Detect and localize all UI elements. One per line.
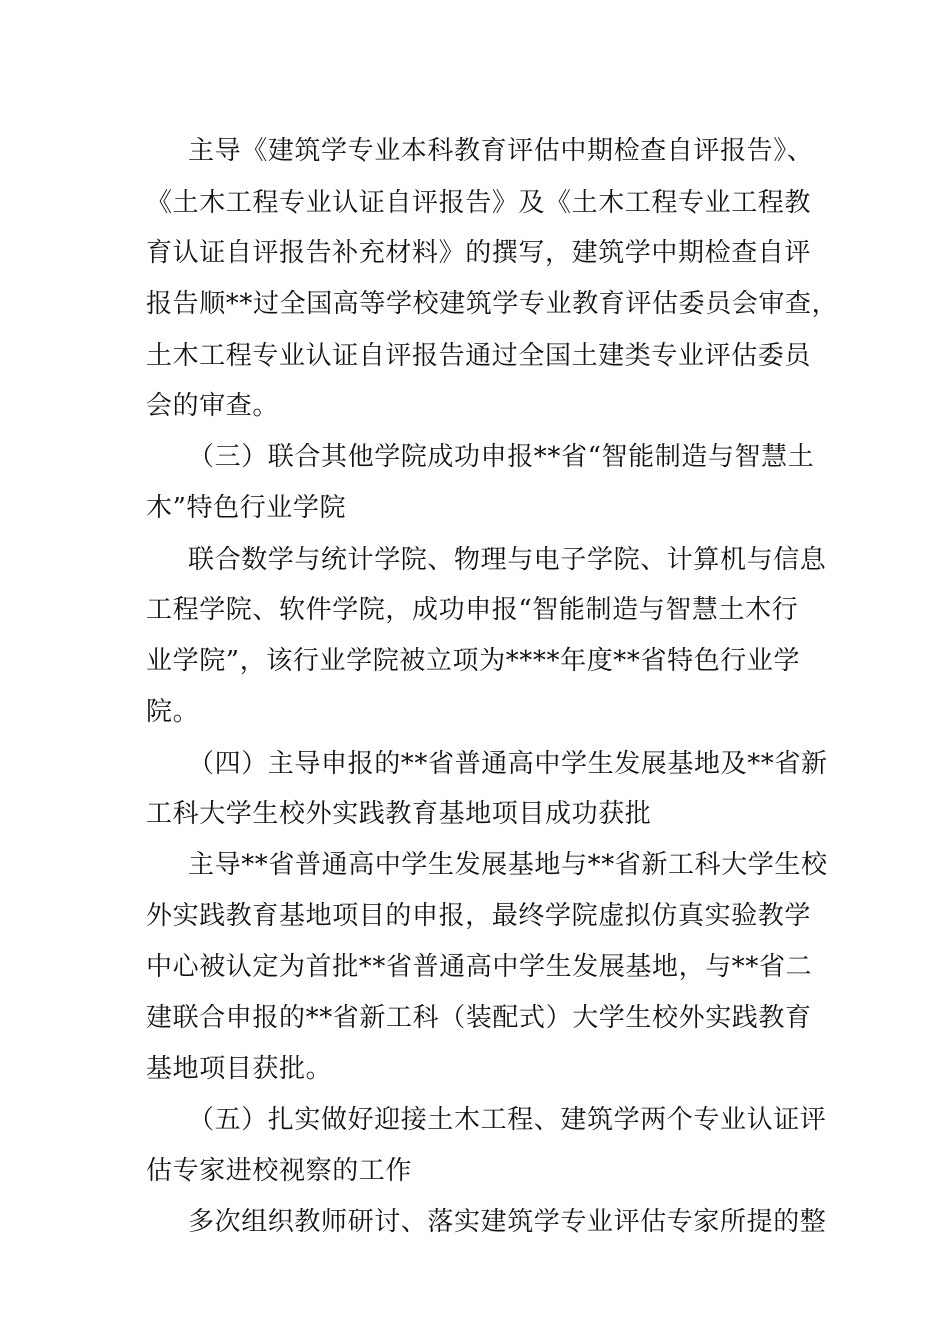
paragraph-line: 报告顺**过全国高等学校建筑学专业教育评估委员会审查，: [146, 289, 839, 319]
paragraph-line: 联合数学与统计学院、物理与电子学院、计算机与信息: [188, 545, 827, 575]
paragraph-line: 育认证自评报告补充材料》的撰写，建筑学中期检查自评: [146, 238, 812, 268]
paragraph-line: 《土木工程专业认证自评报告》及《土木工程专业工程教: [146, 188, 812, 218]
paragraph-line: 外实践教育基地项目的申报，最终学院虚拟仿真实验教学: [146, 901, 812, 931]
paragraph-line: 工程学院、软件学院，成功申报“智能制造与智慧土木行: [146, 595, 799, 625]
paragraph-line: 建联合申报的**省新工科（装配式）大学生校外实践教育: [146, 1003, 812, 1033]
section-heading-four: （四）主导申报的**省普通高中学生发展基地及**省新: [188, 749, 828, 779]
section-heading-four-cont: 工科大学生校外实践教育基地项目成功获批: [146, 799, 652, 829]
paragraph-line: 主导《建筑学专业本科教育评估中期检查自评报告》、: [188, 136, 814, 166]
section-heading-three-cont: 木”特色行业学院: [146, 493, 347, 523]
paragraph-line: 基地项目获批。: [146, 1054, 333, 1084]
paragraph-line: 土木工程专业认证自评报告通过全国土建类专业评估委员: [146, 341, 812, 371]
section-heading-three: （三）联合其他学院成功申报**省“智能制造与智慧土: [188, 442, 815, 472]
paragraph-line: 业学院”，该行业学院被立项为****年度**省特色行业学: [146, 646, 801, 676]
paragraph-line: 主导**省普通高中学生发展基地与**省新工科大学生校: [188, 850, 828, 880]
paragraph-line: 会的审查。: [146, 391, 280, 421]
paragraph-line: 院。: [146, 697, 200, 727]
section-heading-five: （五）扎实做好迎接土木工程、建筑学两个专业认证评: [188, 1105, 827, 1135]
paragraph-line: 多次组织教师研讨、落实建筑学专业评估专家所提的整: [188, 1207, 827, 1237]
section-heading-five-cont: 估专家进校视察的工作: [146, 1156, 413, 1186]
paragraph-line: 中心被认定为首批**省普通高中学生发展基地，与**省二: [146, 952, 813, 982]
